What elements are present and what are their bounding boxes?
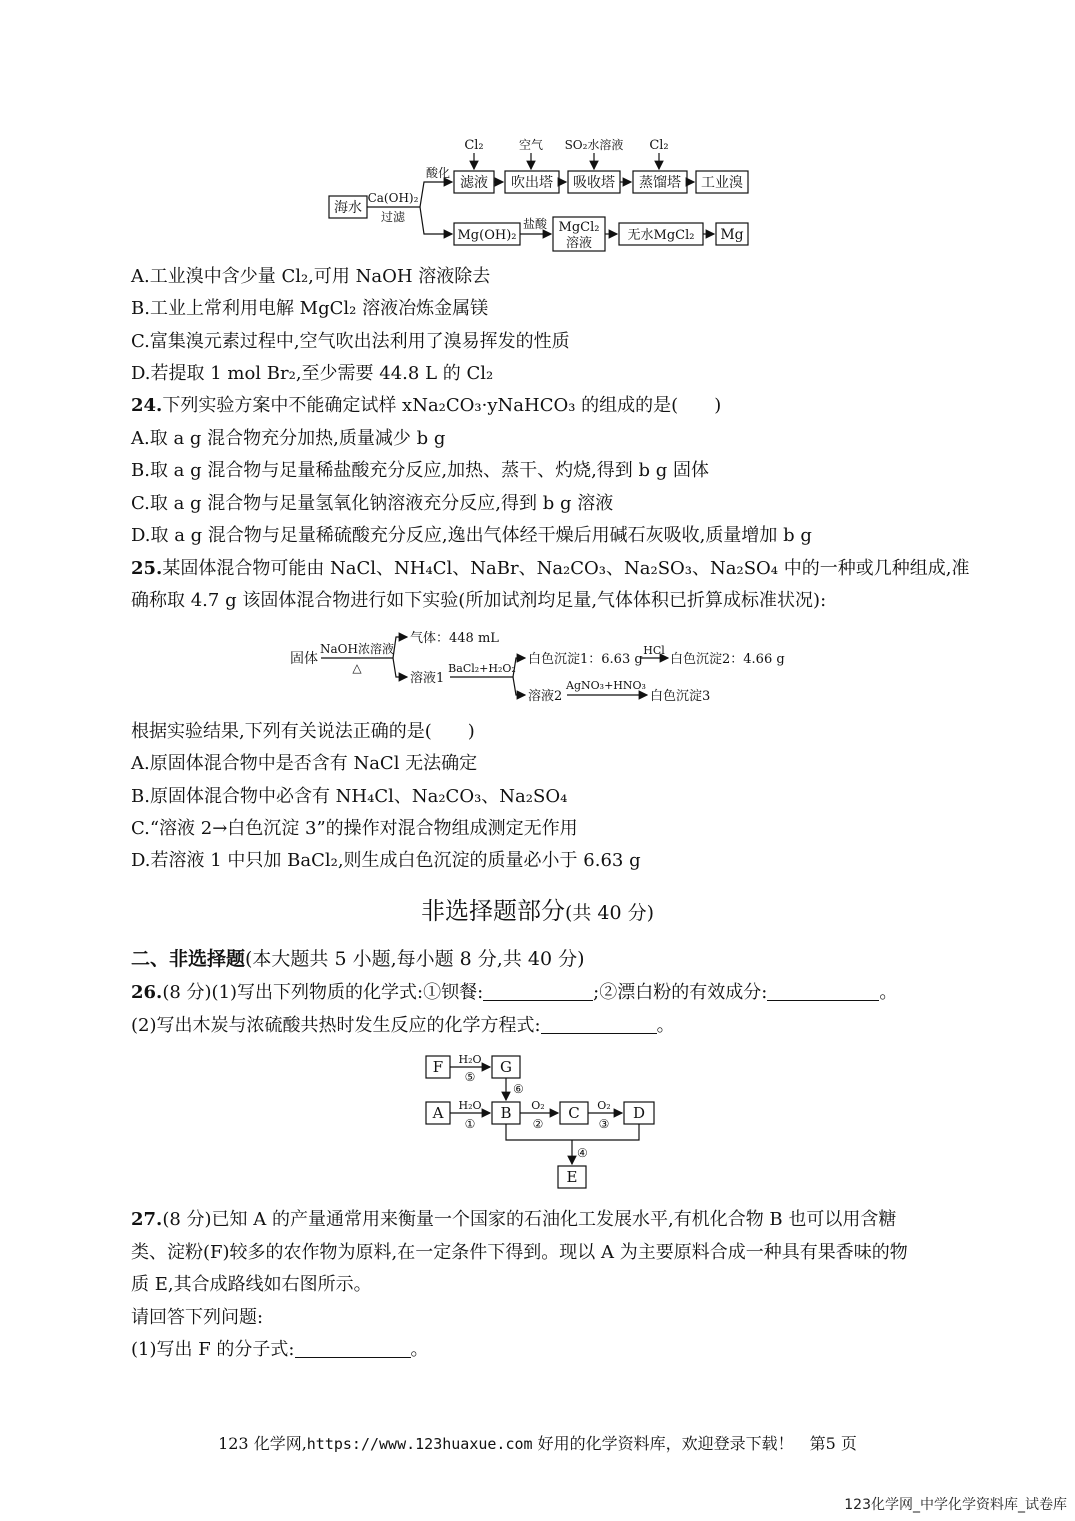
label-step3: ③ [598,1117,610,1131]
q24-option-b: B.取 a g 混合物与足量稀盐酸充分反应,加热、蒸干、灼烧,得到 b g 固体 [131,460,710,481]
label-step2: ② [532,1117,544,1131]
solid-analysis-diagram [285,625,805,707]
label-hcl: HCl [643,644,665,657]
label-so2-solution: SO₂水溶液 [564,138,624,152]
q27-line1 [131,1208,896,1232]
box-f: F [432,1058,444,1076]
q25-option-d: D.若溶液 1 中只加 BaCl₂,则生成白色沉淀的质量必小于 6.63 g [131,850,641,871]
q25-option-a: A.原固体混合物中是否含有 NaCl 无法确定 [131,753,478,774]
label-gas: 气体：448 mL [410,631,499,646]
label-caoh2: Ca(OH)₂ [367,191,419,205]
part-note: (本大题共 5 小题,每小题 8 分,共 40 分) [245,948,585,970]
label-o2-2: O₂ [531,1099,545,1112]
box-mgcl2-solution-2: 溶液 [565,236,593,251]
label-step4: ④ [577,1146,588,1160]
q25-stem-line1 [131,557,969,581]
answer-blank-f-formula[interactable] [295,1339,411,1358]
q23-option-a: A.工业溴中含少量 Cl₂,可用 NaOH 溶液除去 [131,266,491,287]
label-solution1: 溶液1 [410,671,445,686]
q27-number: 27. [131,1209,163,1230]
box-c: C [568,1104,580,1122]
label-bacl2-h2o2: BaCl₂+H₂O₂ [448,662,516,675]
label-ppt2: 白色沉淀2：4.66 g [670,652,785,667]
q25-lead: 根据实验结果,下列有关说法正确的是( ) [131,721,475,742]
box-anhydrous-mgcl2: 无水MgCl₂ [627,228,695,243]
synthesis-route-diagram [418,1050,663,1192]
box-g: G [500,1058,512,1076]
q27-part1b-text: 。 [410,1339,429,1360]
watermark-text: 123化学网_中学化学资料库_试卷库 [844,1497,1067,1513]
label-ppt3: 白色沉淀3 [650,689,711,704]
box-industrial-bromine: 工业溴 [701,175,743,191]
label-o2-3: O₂ [597,1099,611,1112]
q24-option-a: A.取 a g 混合物充分加热,质量减少 b g [131,428,446,449]
q25-stem-text: 某固体混合物可能由 NaCl、NH₄Cl、NaBr、Na₂CO₃、Na₂SO₃、Na₂SO₄ 中的一种或几种组成,准 [162,558,970,579]
q27-part1-text: (1)写出 F 的分子式: [131,1339,295,1360]
box-blowtower: 吹出塔 [511,175,553,191]
label-h2o-5: H₂O [458,1053,482,1066]
q27-line5 [131,1338,429,1362]
label-naoh: NaOH浓溶液 [320,642,394,656]
label-air: 空气 [518,138,544,152]
label-solid: 固体 [290,651,318,667]
footer-url-link[interactable]: https://www.123huaxue.com [306,1435,533,1453]
page-footer [0,1433,1075,1455]
answer-blank-bleach[interactable] [767,982,879,1001]
answer-blank-equation[interactable] [541,1015,657,1034]
box-seawater: 海水 [334,200,362,216]
q26-part1-text: (8 分)(1)写出下列物质的化学式:①钡餐: [162,982,484,1003]
label-acidify: 酸化 [425,166,451,180]
section-score: (共 40 分) [564,902,655,924]
q26-part2-text: (2)写出木炭与浓硫酸共热时发生反应的化学方程式: [131,1015,541,1036]
label-hcl: 盐酸 [522,217,548,231]
footer-site: 123 化学网, [218,1434,307,1453]
q26-part1c-text: 。 [879,982,898,1003]
box-distill: 蒸馏塔 [639,175,681,191]
q25-option-b: B.原固体混合物中必含有 NH₄Cl、Na₂CO₃、Na₂SO₄ [131,786,568,807]
label-ppt1: 白色沉淀1：6.63 g [528,652,643,667]
q26-part1b-text: ;②漂白粉的有效成分: [593,982,768,1003]
q27-line2: 类、淀粉(F)较多的农作物为原料,在一定条件下得到。现以 A 为主要原料合成一种具有果香味的物 [131,1242,908,1263]
box-e: E [566,1168,578,1186]
q25-stem-line2: 确称取 4.7 g 该固体混合物进行如下实验(所加试剂均足量,气体体积已折算成标准状况): [131,590,827,611]
q26-number: 26. [131,982,163,1003]
box-b: B [500,1104,512,1122]
footer-text: 好用的化学资料库，欢迎登录下载！ 第5 页 [532,1434,857,1453]
box-a: A [432,1104,444,1122]
label-cl2-b: Cl₂ [649,138,669,153]
label-agno3-hno3: AgNO₃+HNO₃ [566,679,646,692]
part-title: 二、非选择题 [131,948,246,970]
q24-option-d: D.取 a g 混合物与足量稀硫酸充分反应,逸出气体经干燥后用碱石灰吸收,质量增加 b g [131,525,812,546]
label-h2o-1: H₂O [458,1099,482,1112]
label-filter: 过滤 [380,210,406,224]
box-filtrate: 滤液 [460,175,488,191]
box-mgoh2: Mg(OH)₂ [457,228,517,243]
q26-line2 [131,1014,675,1038]
q25-option-c: C.“溶液 2→白色沉淀 3”的操作对混合物组成测定无作用 [131,818,578,839]
seawater-flow-diagram [320,130,760,260]
label-solution2: 溶液2 [528,689,563,704]
q24-option-c: C.取 a g 混合物与足量氢氧化钠溶液充分反应,得到 b g 溶液 [131,493,614,514]
q24-number: 24. [131,395,163,416]
label-step1: ① [464,1117,476,1131]
section-title-text: 非选择题部分 [420,897,565,925]
label-step5: ⑤ [464,1070,476,1084]
q23-option-d: D.若提取 1 mol Br₂,至少需要 44.8 L 的 Cl₂ [131,363,494,384]
q24-stem [131,394,721,418]
q24-stem-text: 下列实验方案中不能确定试样 xNa₂CO₃·yNaHCO₃ 的组成的是( ) [162,395,722,416]
q27-line3: 质 E,其合成路线如右图所示。 [131,1274,372,1295]
part-heading [131,946,585,972]
q26-part2b-text: 。 [656,1015,675,1036]
box-mg: Mg [720,227,744,243]
q25-number: 25. [131,558,163,579]
box-mgcl2-solution-1: MgCl₂ [558,220,600,235]
q23-option-b: B.工业上常利用电解 MgCl₂ 溶液冶炼金属镁 [131,298,489,319]
box-d: D [632,1104,646,1122]
label-delta: △ [352,661,362,675]
section-title [0,895,1075,929]
q26-line1 [131,981,897,1005]
q27-line4: 请回答下列问题: [131,1307,264,1328]
label-cl2-a: Cl₂ [464,138,484,153]
q27-line1-text: (8 分)已知 A 的产量通常用来衡量一个国家的石油化工发展水平,有机化合物 B 也可以用含糖 [162,1209,897,1230]
box-abstower: 吸收塔 [573,175,615,191]
answer-blank-barium-meal[interactable] [483,982,593,1001]
label-step6: ⑥ [513,1082,524,1096]
q23-option-c: C.富集溴元素过程中,空气吹出法利用了溴易挥发的性质 [131,331,570,352]
